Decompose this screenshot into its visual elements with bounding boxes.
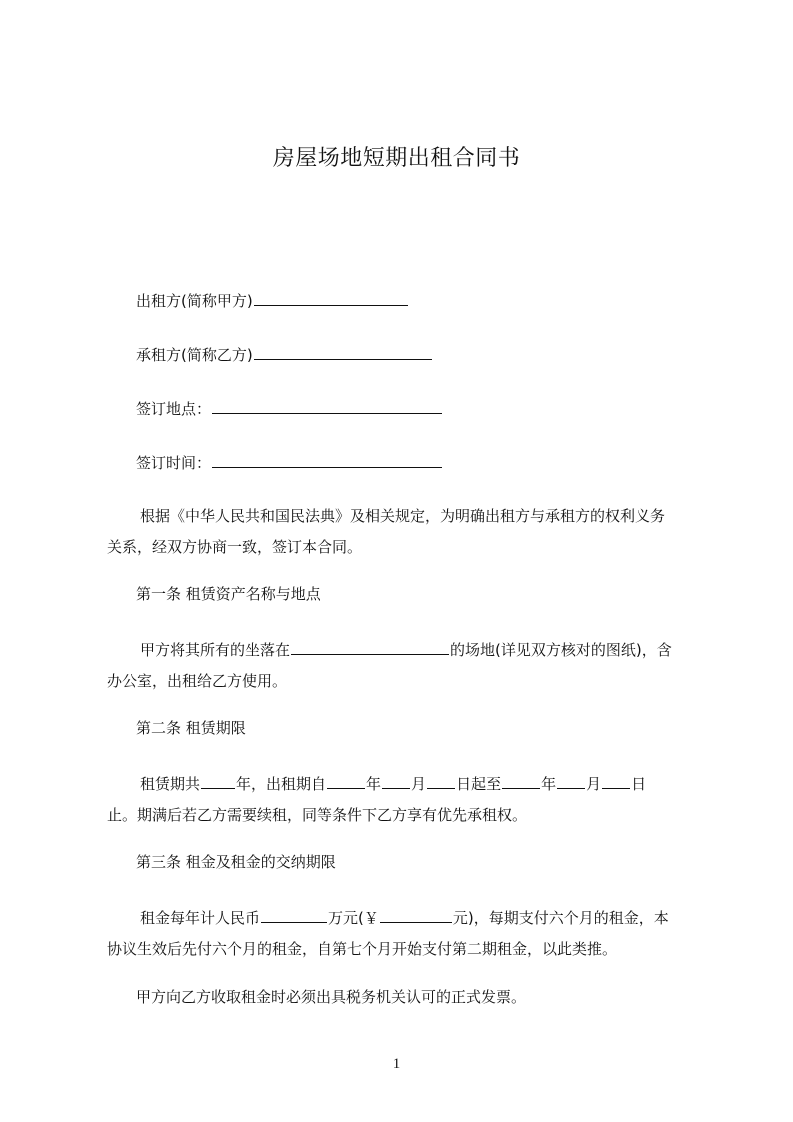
article-2-text-7: 月 [586, 775, 602, 793]
article-3-line-2: 协议生效后先付六个月的租金，自第七个月开始支付第二期租金，以此类推。 [107, 940, 618, 958]
lessee-field [136, 345, 433, 365]
article-2-text-3: 年 [366, 775, 382, 793]
article-2-line-1 [107, 769, 697, 800]
start-year-blank [327, 774, 365, 789]
page-number: 1 [392, 1056, 401, 1072]
rent-amount-blank [261, 908, 327, 923]
start-month-blank [382, 774, 410, 789]
lessee-blank [254, 345, 432, 360]
lessor-blank [254, 291, 408, 306]
sign-place-blank [212, 399, 442, 414]
end-day-blank [602, 774, 630, 789]
article-2-heading: 第二条 租赁期限 [136, 719, 246, 737]
lessor-field [136, 291, 409, 311]
article-2-text-4: 月 [411, 775, 427, 793]
article-3-text-1: 租金每年计人民币 [140, 909, 261, 927]
article-2-text-2: 年，出租期自 [236, 775, 327, 793]
article-2-line-2: 止。期满后若乙方需要续租，同等条件下乙方享有优先承租权。 [107, 806, 528, 824]
article-2-text-1: 租赁期共 [140, 775, 201, 793]
article-3-line-1 [107, 903, 697, 934]
rent-yuan-blank [380, 908, 452, 923]
article-1-text-b: 的场地(详见双方核对的图纸)，含 [450, 641, 672, 659]
start-day-blank [427, 774, 455, 789]
intro-line-2: 关系，经双方协商一致，签订本合同。 [107, 538, 363, 556]
article-1-heading: 第一条 租赁资产名称与地点 [136, 585, 321, 603]
sign-time-field [136, 453, 443, 473]
article-1-line-2: 办公室，出租给乙方使用。 [107, 672, 288, 690]
sign-place-field [136, 399, 443, 419]
article-3-text-2: 万元(￥ [328, 909, 379, 927]
page-title: 房屋场地短期出租合同书 [272, 146, 521, 171]
article-1-text-a: 甲方将其所有的坐落在 [140, 641, 291, 659]
term-years-blank [201, 774, 235, 789]
end-month-blank [557, 774, 585, 789]
sign-time-blank [212, 453, 442, 468]
intro-paragraph [107, 501, 697, 563]
sign-time-label: 签订时间： [136, 454, 212, 472]
article-2-text-6: 年 [541, 775, 557, 793]
article-2-paragraph [107, 769, 697, 831]
intro-line-1: 根据《中华人民共和国民法典》及相关规定，为明确出租方与承租方的权利义务 [140, 507, 666, 525]
lessee-label: 承租方(简称乙方) [136, 346, 253, 364]
invoice-paragraph: 甲方向乙方收取租金时必须出具税务机关认可的正式发票。 [136, 988, 527, 1006]
article-3-paragraph [107, 903, 697, 965]
location-blank [291, 640, 449, 655]
sign-place-label: 签订地点： [136, 400, 212, 418]
article-2-text-8: 日 [631, 775, 647, 793]
article-3-heading: 第三条 租金及租金的交纳期限 [136, 853, 336, 871]
article-1-paragraph [107, 635, 697, 697]
article-1-line-1 [107, 635, 697, 666]
article-2-text-5: 日起至 [456, 775, 502, 793]
lessor-label: 出租方(简称甲方) [136, 292, 253, 310]
article-3-text-3: 元)，每期支付六个月的租金，本 [452, 909, 669, 927]
end-year-blank [502, 774, 540, 789]
